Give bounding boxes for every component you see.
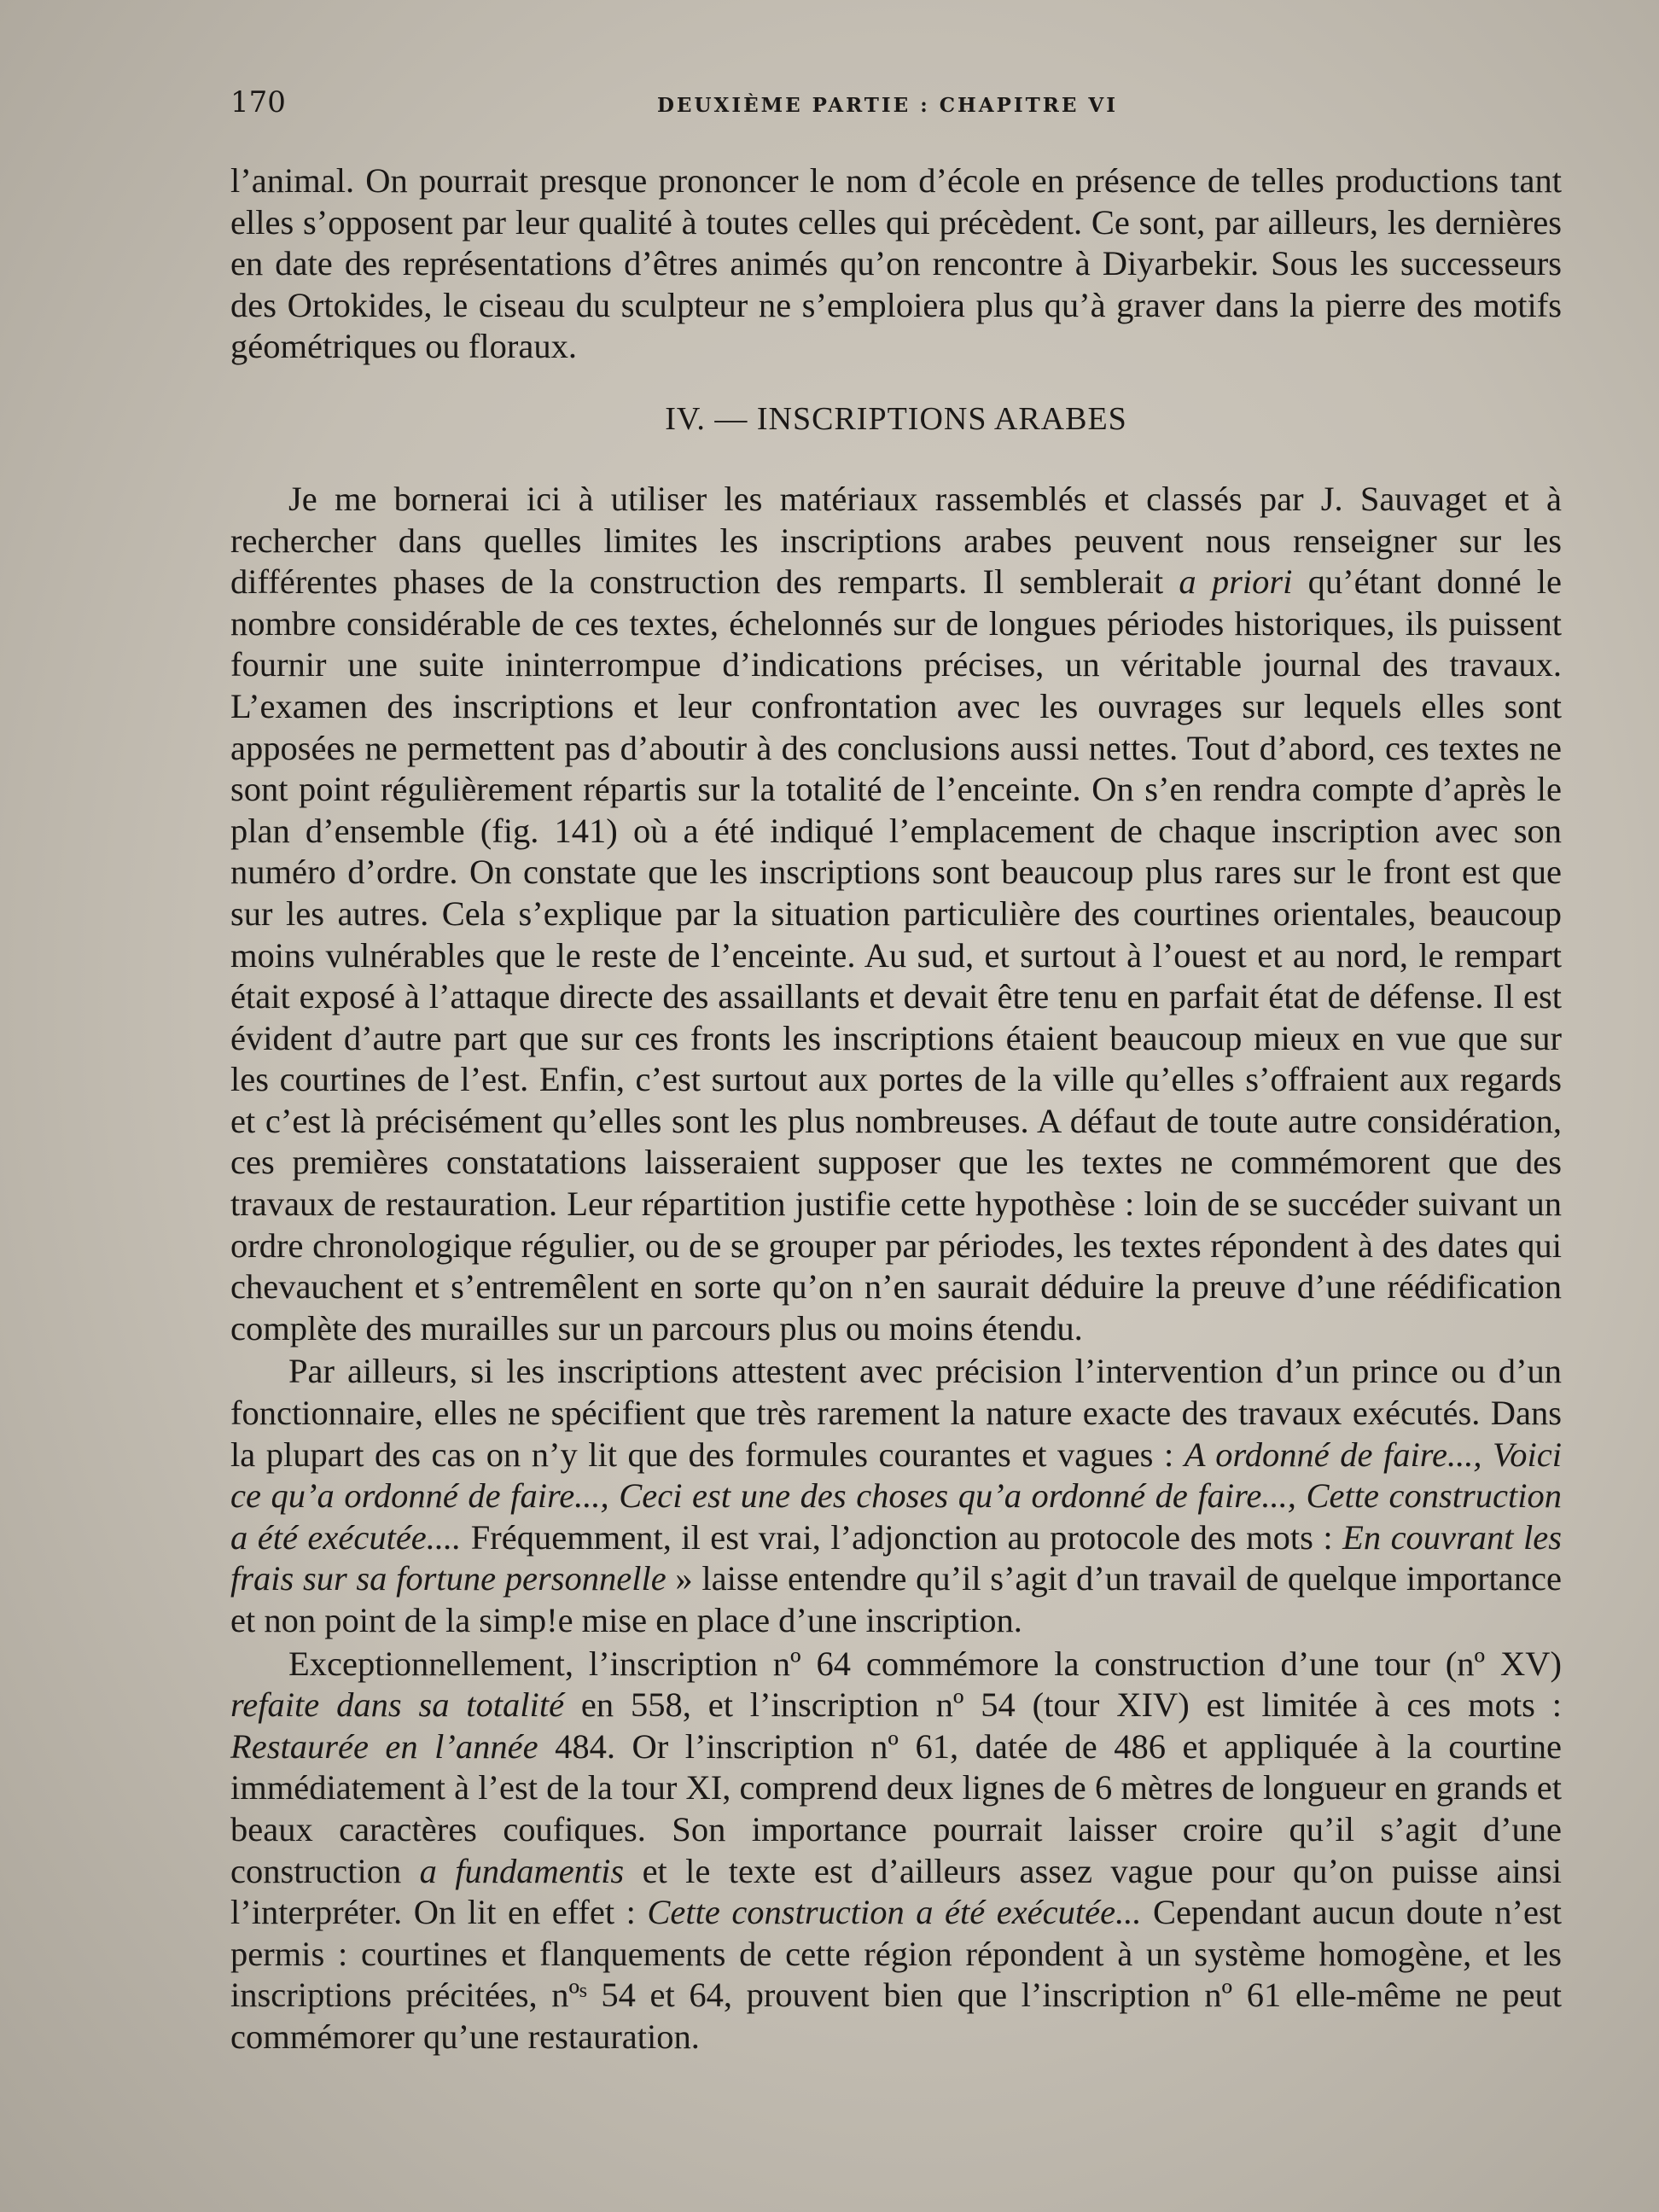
paragraph-2-text-a: Par ailleurs, si les inscriptions attestent avec précision l’intervention d’un prince ou d’un fonctionnaire, elles ne spécifient que très rarement la nature exacte des travaux exécutés. Dans la plupart des cas on n’y lit que des formules courantes et vagues : xyxy=(230,1352,1562,1474)
paragraph-3-text-a: Exceptionnellement, l’inscription nº 64 commémore la construction d’une tour (nº XV) xyxy=(288,1644,1562,1683)
paragraph-continued: l’animal. On pourrait presque prononcer le nom d’école en présence de telles productions tant elles s’opposent par leur qualité à toutes celles qui précèdent. Ce sont, par ailleurs, les dernières en date des représentations d’êtres animés qu’on rencontre à Diyarbekir. Sous les successeurs des Ortokides, le ciseau du sculpteur ne s’emploiera plus qu’à graver dans la pierre des motifs géométriques ou floraux. xyxy=(230,161,1562,366)
paragraph-2-text-b: Fréquemment, il est vrai, l’adjonction au protocole des mots : xyxy=(461,1517,1343,1557)
paragraph-3-italic-1: refaite dans sa totalité xyxy=(230,1685,565,1725)
paragraph-3-text-c: 484. Or l’inscription nº 61, datée de 486 et appliquée à la courtine immédiatement à l’est de la tour XI, comprend deux lignes de 6 mètres de longueur en grands et beaux caractères coufiques. Son importance pourrait laisser croire qu’il s’agit d’une construction xyxy=(230,1726,1563,1890)
paragraph-2 xyxy=(230,1351,1562,1641)
book-page xyxy=(230,85,1562,2168)
paragraph-3-text-b: en 558, et l’inscription nº 54 (tour XIV) est limitée à ces mots : xyxy=(564,1685,1562,1725)
paragraph-3-italic-4: Cette construction a été exécutée... xyxy=(647,1893,1142,1932)
section-title: IV. — INSCRIPTIONS ARABES xyxy=(665,400,1127,437)
paragraph-1-italic: a priori xyxy=(1179,562,1293,602)
chapter-heading: DEUXIÈME PARTIE : CHAPITRE VI xyxy=(656,94,1119,117)
paragraph-3-text-e: Cependant aucun doute n’est permis : courtines et flanquements de cette région répondent à un système homogène, et les inscriptions précitées, nºˢ 54 et 64, prouvent bien que l’inscription nº 61 elle-même ne peut commémorer qu’une restauration. xyxy=(230,1893,1562,2056)
paragraph-2-text-c: » laisse entendre qu’il s’agit d’un travail de quelque importance et non point de la simp!e mise en place d’une inscription. xyxy=(230,1559,1562,1639)
paragraph-2-italic-formulas: A ordonné de faire..., Voici ce qu’a ordonné de faire..., Ceci est une des choses qu’a ordonné de faire..., Cette construction a été exécutée.... xyxy=(230,1435,1563,1557)
paragraph-3-italic-3: a fundamentis xyxy=(419,1851,625,1890)
paragraph-1-text-b: qu’étant donné le nombre considérable de ces textes, échelonnés sur de longues périodes historiques, ils puissent fournir une suite ininterrompue d’indications précises, un véritable journal des travaux. L’examen des inscriptions et leur confrontation avec les ouvrages sur lequels elles sont apposées ne permettent pas d’aboutir à des conclusions aussi nettes. Tout d’abord, ces textes ne sont point régulièrement répartis sur la totalité de l’enceinte. On s’en rendra compte d’après le plan d’ensemble (fig. 141) où a été indiqué l’emplacement de chaque inscription avec son numéro d’ordre. On constate que les inscriptions sont beaucoup plus rares sur le front est que sur les autres. Cela s’explique par la situation particulière des courtines orientales, beaucoup moins vulnérables que le reste de l’enceinte. Au sud, et surtout à l’ouest et au nord, le rempart était exposé à l’attaque directe des assaillants et devait être tenu en parfait état de défense. Il est évident d’autre part que sur ces fronts les inscriptions étaient beaucoup mieux en vue que sur les courtines de l’est. Enfin, c’est surtout aux portes de la ville qu’elles s’offraient aux regards et c’est là précisément qu’elles sont les plus nombreuses. A défaut de toute autre considération, ces premières constatations laisseraient supposer que les textes ne commémorent que des travaux de restauration. Leur répartition justifie cette hypothèse : loin de se succéder suivant un ordre chronologique régulier, ou de se grouper par périodes, les textes répondent à des dates qui chevauchent et s’entremêlent en sorte qu’on n’en saurait déduire la preuve d’une réédification complète des murailles sur un parcours plus ou moins étendu. xyxy=(230,562,1563,1348)
paragraph-3 xyxy=(230,1644,1562,2058)
paragraph-1 xyxy=(230,479,1562,1349)
page-number: 170 xyxy=(230,85,286,119)
running-head xyxy=(230,85,1562,137)
paragraph-2-italic-quote: En couvrant les frais sur sa fortune personnelle xyxy=(230,1517,1562,1598)
paragraph-3-italic-2: Restaurée en l’année xyxy=(230,1726,538,1766)
paragraph-1-text-a: Je me bornerai ici à utiliser les matériaux rassemblés et classés par J. Sauvaget et à rechercher dans quelles limites les inscriptions arabes peuvent nous renseigner sur les différentes phases de la construction des remparts. Il semblerait xyxy=(230,479,1562,602)
paragraph-3-text-d: et le texte est d’ailleurs assez vague pour qu’on puisse ainsi l’interpréter. On lit en effet : xyxy=(230,1851,1562,1932)
